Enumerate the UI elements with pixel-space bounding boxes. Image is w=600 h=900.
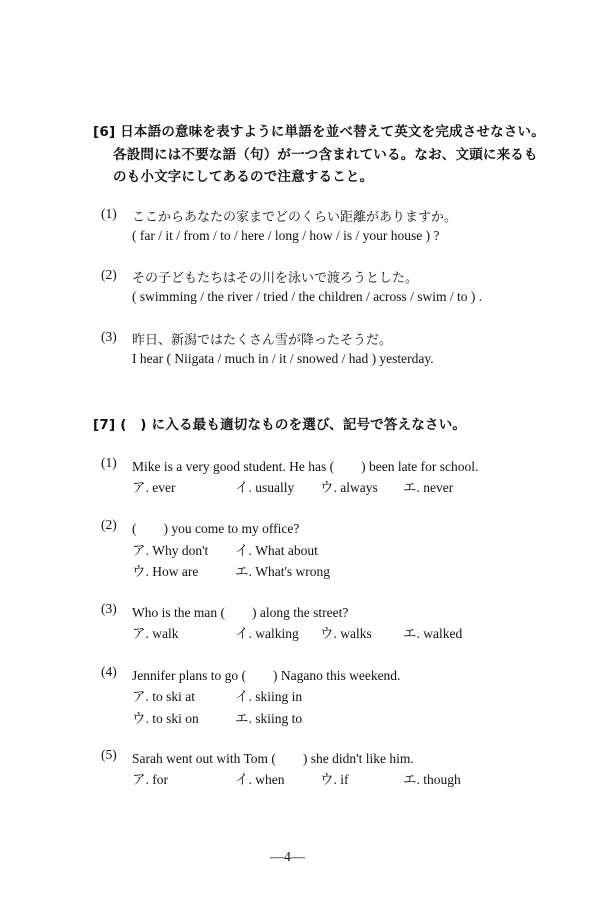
- s6-q1-number: (1): [101, 206, 117, 221]
- s7-q5-number: (5): [101, 747, 117, 762]
- s6-q2-number: (2): [101, 267, 117, 282]
- s7-q3-choice-c: ウ. walks: [320, 626, 372, 641]
- s7-q2-choice-d: エ. What's wrong: [235, 564, 331, 579]
- s7-q3-choice-a: ア. walk: [132, 626, 179, 641]
- s7-q5-choice-b: イ. when: [235, 772, 285, 787]
- section7-header: [7] ( ) に入る最も適切なものを選び、記号で答えなさい。: [93, 417, 467, 433]
- s7-q4-choice-c: ウ. to ski on: [132, 711, 199, 726]
- section6-header-line3: のも小文字にしてあるので注意すること。: [113, 169, 374, 185]
- page-number: —4—: [270, 850, 305, 865]
- s7-q1-choice-b: イ. usually: [235, 480, 295, 495]
- s7-q1-choice-a: ア. ever: [132, 480, 176, 495]
- s7-q4-number: (4): [101, 664, 117, 679]
- s7-q3-number: (3): [101, 601, 117, 616]
- s7-q2-choice-b: イ. What about: [235, 543, 318, 558]
- section6-header-line2: 各設問には不要な語（句）が一つ含まれている。なお、文頭に来るも: [113, 147, 538, 163]
- section6-header-line1: [6] 日本語の意味を表すように単語を並べ替えて英文を完成させなさい。: [93, 124, 545, 140]
- s7-q4-choice-d: エ. skiing to: [235, 711, 303, 726]
- s7-q5-choice-a: ア. for: [132, 772, 168, 787]
- s7-q1-number: (1): [101, 455, 117, 470]
- s6-q2-words: ( swimming / the river / tried / the children / across / swim / to ) .: [132, 289, 483, 304]
- s7-q2-choice-c: ウ. How are: [132, 564, 199, 579]
- s7-q5-choice-d: エ. though: [403, 772, 461, 787]
- s7-q1-choice-d: エ. never: [403, 480, 454, 495]
- s7-q4-choice-a: ア. to ski at: [132, 689, 195, 704]
- s6-q1-japanese: ここからあなたの家までどのくらい距離がありますか。: [132, 210, 458, 225]
- s7-q3-text: Who is the man ( ) along the street?: [132, 605, 349, 620]
- s6-q3-words: I hear ( Niigata / much in / it / snowed / had ) yesterday.: [132, 351, 434, 366]
- s7-q5-choice-c: ウ. if: [320, 772, 349, 787]
- s7-q4-text: Jennifer plans to go ( ) Nagano this weekend.: [132, 668, 401, 683]
- s7-q5-text: Sarah went out with Tom ( ) she didn't like him.: [132, 751, 414, 766]
- s7-q4-choice-b: イ. skiing in: [235, 689, 303, 704]
- s6-q1-words: ( far / it / from / to / here / long / how / is / your house ) ?: [132, 228, 440, 243]
- s7-q1-text: Mike is a very good student. He has ( ) been late for school.: [132, 459, 479, 474]
- s6-q2-japanese: その子どもたちはその川を泳いで渡ろうとした。: [132, 271, 419, 286]
- s7-q3-choice-d: エ. walked: [403, 626, 463, 641]
- s6-q3-number: (3): [101, 329, 117, 344]
- s6-q3-japanese: 昨日、新潟ではたくさん雪が降ったそうだ。: [132, 333, 393, 348]
- s7-q2-choice-a: ア. Why don't: [132, 543, 209, 558]
- s7-q3-choice-b: イ. walking: [235, 626, 299, 641]
- s7-q2-number: (2): [101, 517, 117, 532]
- s7-q1-choice-c: ウ. always: [320, 480, 378, 495]
- s7-q2-text: ( ) you come to my office?: [132, 521, 300, 536]
